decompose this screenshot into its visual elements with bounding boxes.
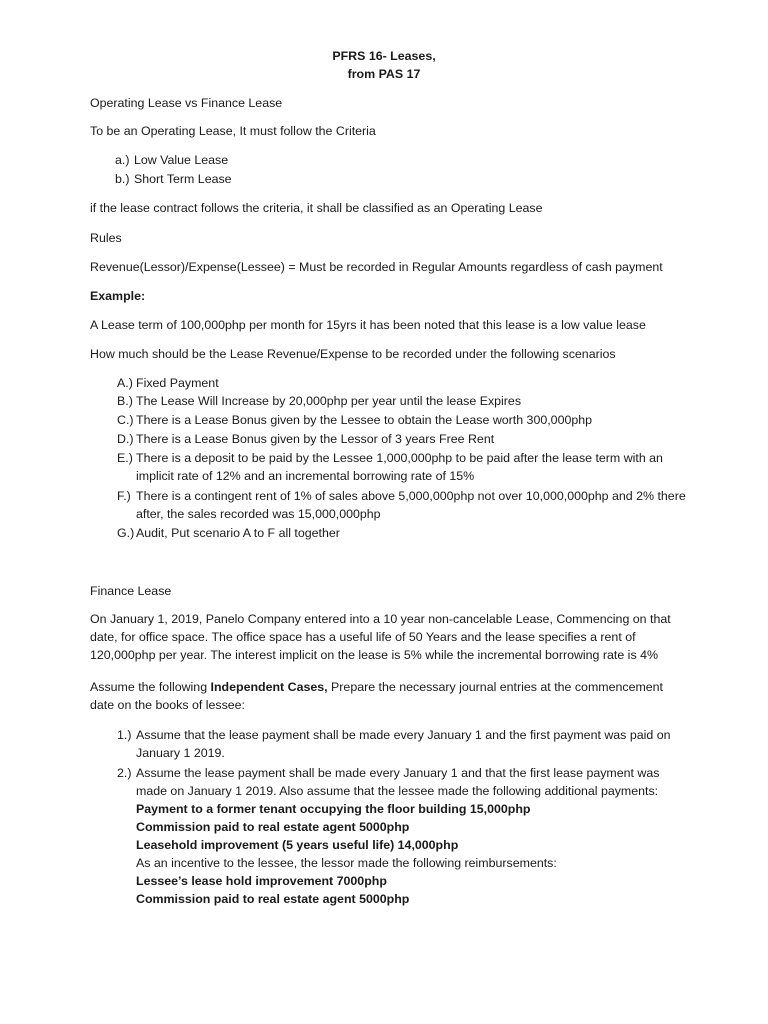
scenario-text: Audit, Put scenario A to F all together xyxy=(136,526,340,540)
operating-vs-finance-heading: Operating Lease vs Finance Lease xyxy=(90,96,283,110)
case-text: Assume that the lease payment shall be made every January 1 and the first payment was paid on January 1 2019. xyxy=(136,728,671,760)
scenario-text: There is a contingent rent of 1% of sales above 5,000,000php not over 10,000,000php and 2% there after, the sales recorded was 15,000,000php xyxy=(136,489,686,521)
scenario-text: There is a deposit to be paid by the Lessee 1,000,000php to be paid after the lease term with an implicit rate of 12% and an incremental borrowing rate of 15% xyxy=(136,451,663,483)
scenario-text: There is a Lease Bonus given by the Lessor of 3 years Free Rent xyxy=(136,432,495,446)
example-label: Example: xyxy=(90,289,146,303)
case-text: Assume the lease payment shall be made every January 1 and that the first lease payment was made on January 1 2019. Also assume that the lessee made the following additional payments: xyxy=(136,766,660,798)
criteria-note: if the lease contract follows the criteria, it shall be classified as an Operating Lease xyxy=(90,201,543,215)
finance-lease-paragraph: On January 1, 2019, Panelo Company entered into a 10 year non-cancelable Lease, Commencing on that date, for office space. The office space has a useful life of 50 Years and the lease specifies a rent of 120,000php per year. The interest implicit on the lease is 5% while the incremental borrowing rate is 4% xyxy=(90,612,671,662)
scenario-item xyxy=(117,524,687,542)
reimbursement-item: Commission paid to real estate agent 5000php xyxy=(136,892,410,906)
independent-cases-label: Independent Cases, xyxy=(210,680,328,694)
question-text: How much should be the Lease Revenue/Expense to be recorded under the following scenarios xyxy=(90,347,616,361)
additional-payment-item: Leasehold improvement (5 years useful life) 14,000php xyxy=(136,838,459,852)
scenario-item xyxy=(117,430,687,448)
example-text: A Lease term of 100,000php per month for 15yrs it has been noted that this lease is a low value lease xyxy=(90,318,646,332)
list-marker: 2.) xyxy=(117,766,132,780)
case-item xyxy=(117,764,677,908)
list-marker: D.) xyxy=(117,432,134,446)
scenario-item xyxy=(117,449,687,485)
list-marker: E.) xyxy=(117,451,133,465)
list-marker: B.) xyxy=(117,394,133,408)
scenario-text: There is a Lease Bonus given by the Lessee to obtain the Lease worth 300,000php xyxy=(136,413,593,427)
list-marker: C.) xyxy=(117,413,134,427)
list-item-text: Short Term Lease xyxy=(134,172,232,186)
assume-text-pre: Assume the following xyxy=(90,680,211,694)
incentive-text: As an incentive to the lessee, the lessor made the following reimbursements: xyxy=(136,856,557,870)
additional-payment-item: Payment to a former tenant occupying the floor building 15,000php xyxy=(136,802,531,816)
reimbursement-item: Lessee’s lease hold improvement 7000php xyxy=(136,874,387,888)
list-marker: a.) xyxy=(115,153,130,167)
rules-text: Revenue(Lessor)/Expense(Lessee) = Must be recorded in Regular Amounts regardless of cash payment xyxy=(90,260,663,274)
case-item xyxy=(117,726,677,762)
scenario-item xyxy=(117,374,687,392)
scenario-item xyxy=(117,487,687,523)
criteria-intro: To be an Operating Lease, It must follow the Criteria xyxy=(90,124,376,138)
list-marker: F.) xyxy=(117,489,131,503)
scenario-text: Fixed Payment xyxy=(136,376,219,390)
list-item-text: Low Value Lease xyxy=(134,153,229,167)
assume-paragraph xyxy=(90,678,680,714)
list-marker: G.) xyxy=(117,526,135,540)
list-item xyxy=(115,151,685,169)
list-item xyxy=(115,170,685,188)
additional-payment-item: Commission paid to real estate agent 5000php xyxy=(136,820,410,834)
scenario-item xyxy=(117,411,687,429)
rules-label: Rules xyxy=(90,231,122,245)
assume-text-post: Prepare the necessary journal entries at the commencement date on the books of lessee: xyxy=(90,680,664,712)
list-marker: A.) xyxy=(117,376,133,390)
list-marker: 1.) xyxy=(117,728,132,742)
scenario-text: The Lease Will Increase by 20,000php per year until the lease Expires xyxy=(136,394,522,408)
list-marker: b.) xyxy=(115,172,130,186)
document-title-line-1: PFRS 16- Leases, xyxy=(332,49,436,63)
scenario-item xyxy=(117,392,687,410)
finance-lease-heading: Finance Lease xyxy=(90,584,172,598)
document-title-line-2: from PAS 17 xyxy=(347,67,421,81)
